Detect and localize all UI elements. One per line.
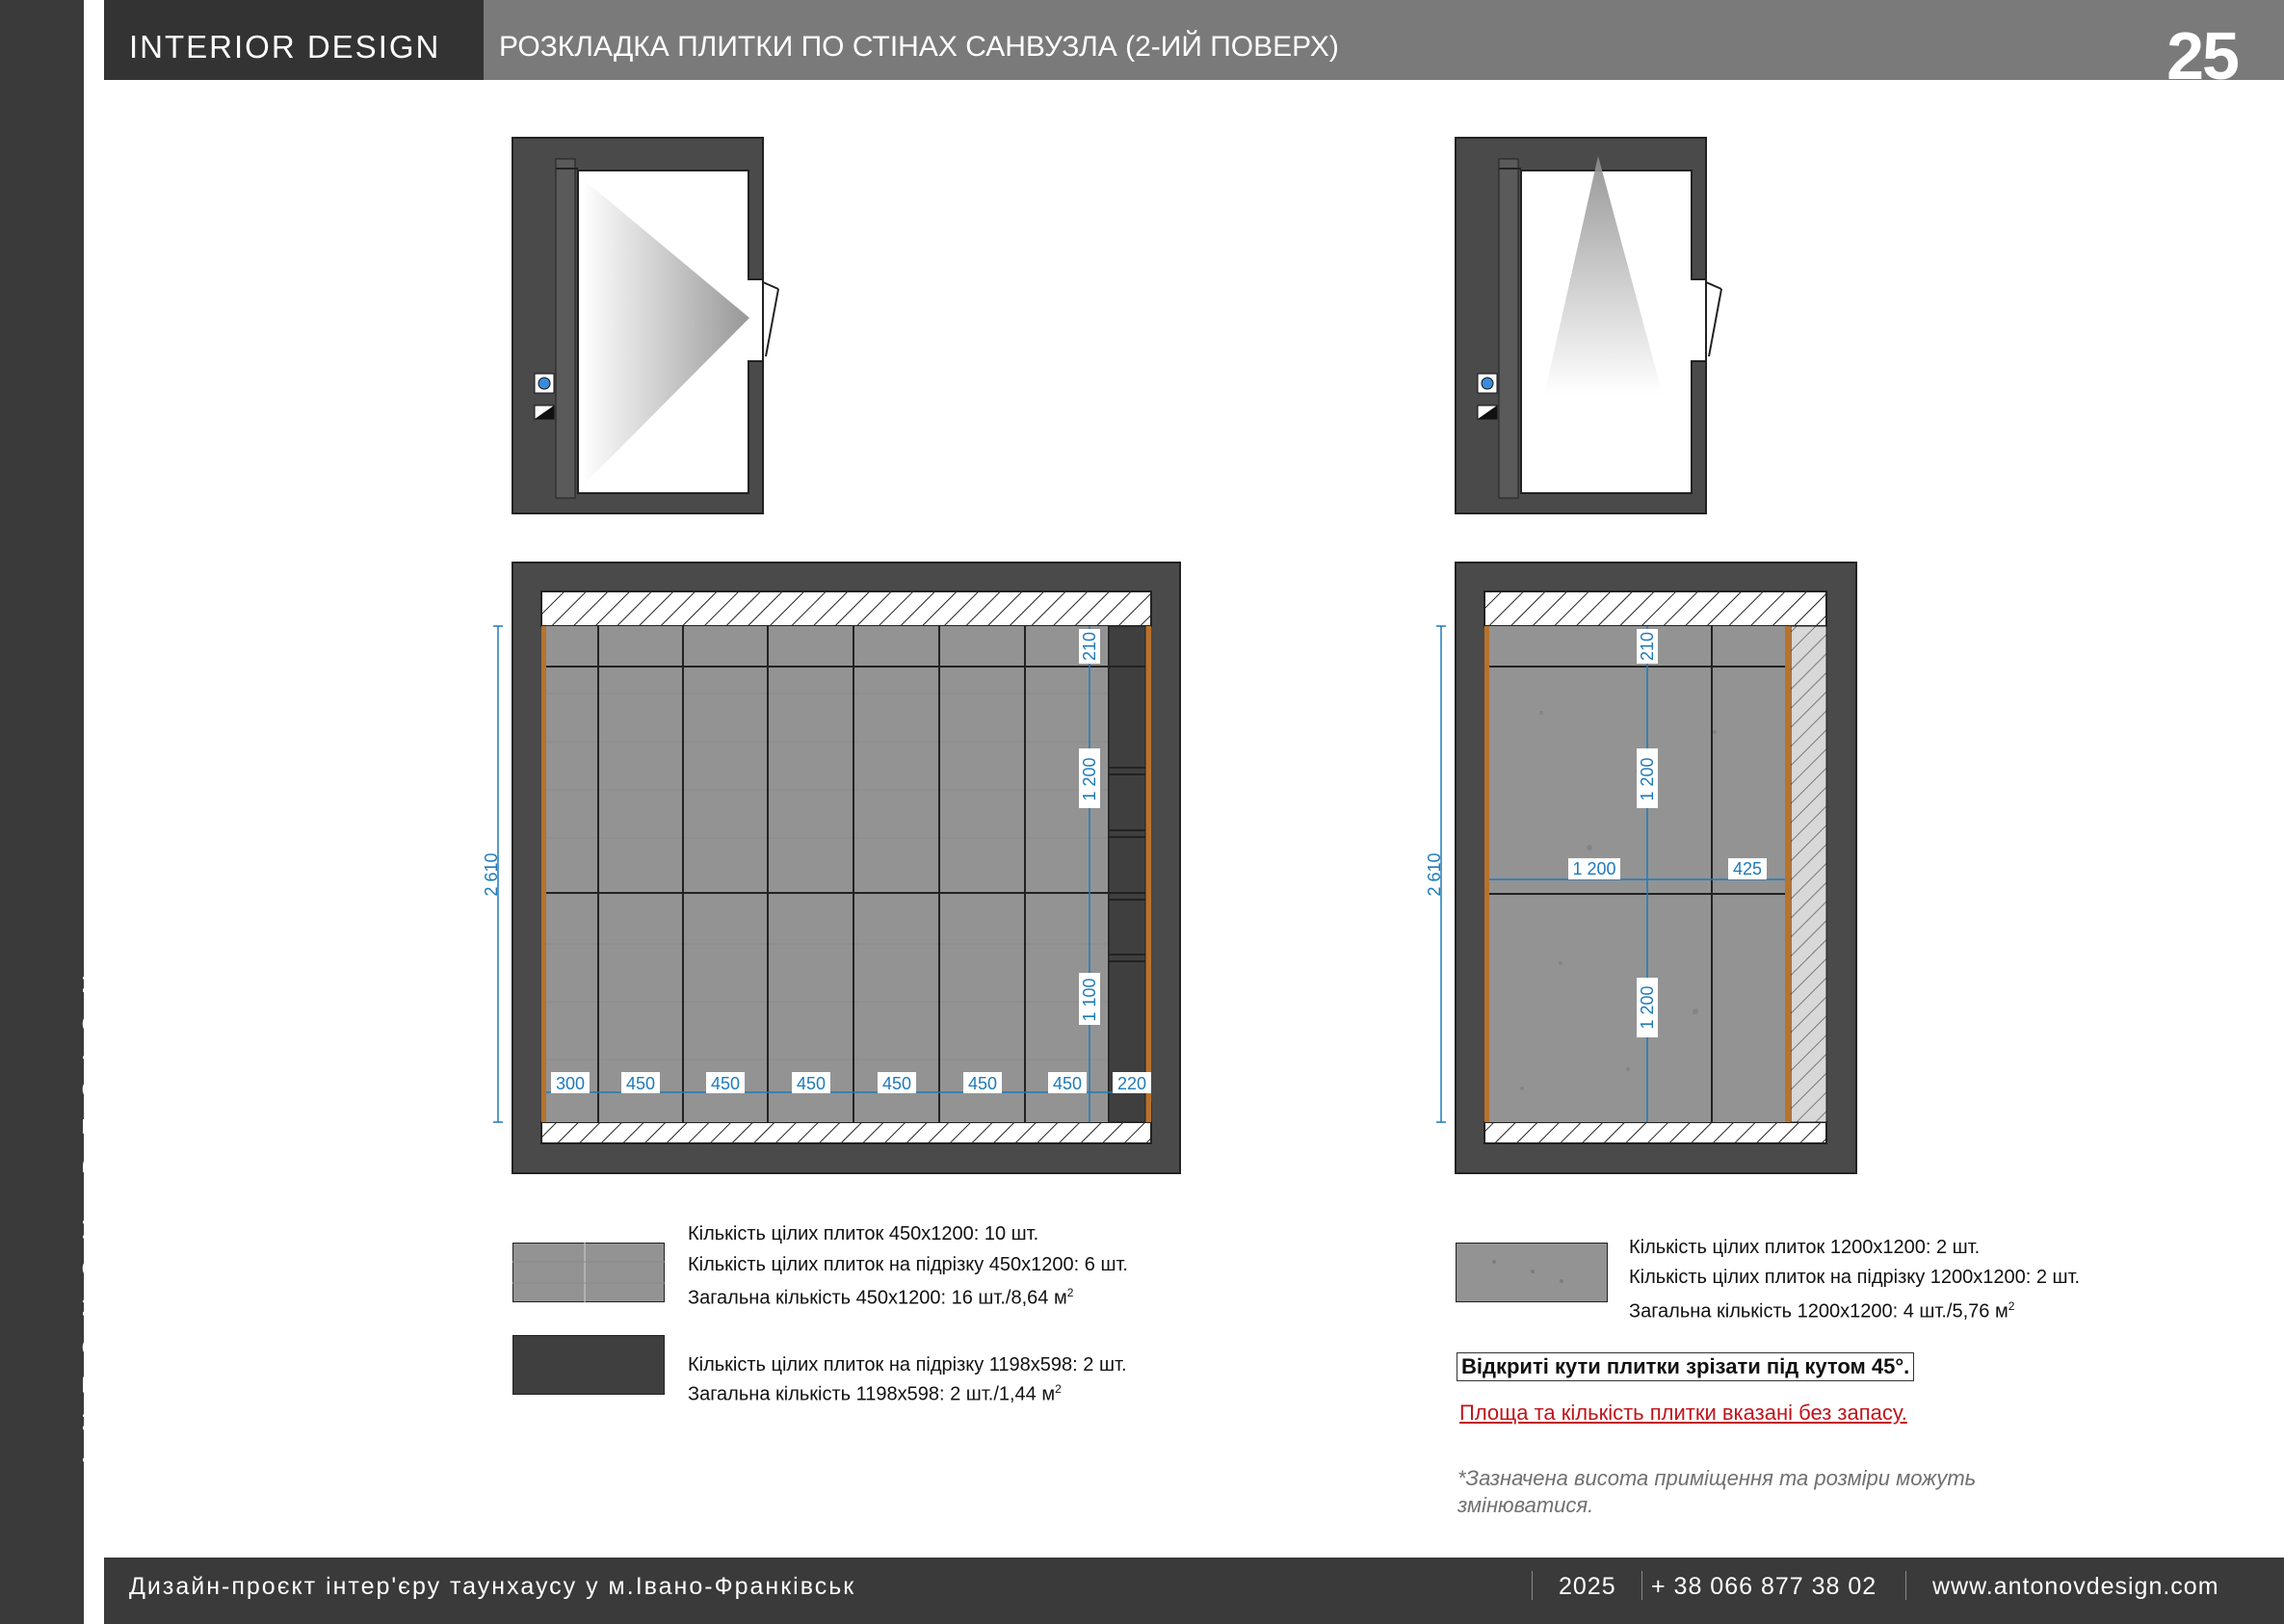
right-hdim-425: 425 — [1732, 859, 1763, 878]
legend-left-line4: Кількість цілих плиток на підрізку 1198х598: 2 шт. — [688, 1354, 1127, 1375]
left-hdim-1: 300 — [555, 1074, 586, 1093]
page-number: 25 — [2166, 18, 2238, 93]
legend-right-line2: Кількість цілих плиток на підрізку 1200х1200: 2 шт. — [1629, 1267, 2081, 1288]
right-vdim-1200-bottom: 1 200 — [1638, 985, 1657, 1030]
footer-divider — [1641, 1571, 1642, 1600]
left-vdim-210: 210 — [1080, 631, 1099, 662]
footer-bar — [104, 1558, 2284, 1624]
right-hdim-1200: 1 200 — [1572, 859, 1616, 878]
plan-left — [512, 138, 778, 513]
left-hdim-2: 450 — [625, 1074, 656, 1093]
left-hdim-3: 450 — [710, 1074, 741, 1093]
left-vdim-1200: 1 200 — [1080, 757, 1099, 801]
left-hdim-5: 450 — [881, 1074, 912, 1093]
legend-right-total: Загальна кількість 1200х1200: 4 шт./5,76 м — [1629, 1300, 2008, 1323]
footer-phone[interactable]: + 38 066 877 38 02 — [1651, 1573, 1877, 1600]
legend-left-sup: 2 — [1066, 1286, 1074, 1299]
footer-divider — [1905, 1571, 1906, 1600]
legend-left-dark-total: Загальна кількість 1198х598: 2 шт./1,44 м — [688, 1383, 1056, 1405]
disclaimer-note: *Зазначена висота приміщення та розміри можуть змінюватися. — [1457, 1466, 1977, 1517]
legend-left-line5 — [688, 1375, 1062, 1409]
legend-left-line1: Кількість цілих плиток 450х1200: 10 шт. — [688, 1223, 1039, 1244]
legend-left-dark-sup: 2 — [1055, 1382, 1062, 1396]
footer-website-link[interactable]: www.antonovdesign.com — [1932, 1573, 2219, 1600]
sidebar-brand-text: ANTONOV DESIGN — [77, 955, 107, 1469]
page-title: РОЗКЛАДКА ПЛИТКИ ПО СТІНАХ САНВУЗЛА (2-ИЙ ПОВЕРХ) — [499, 31, 1339, 63]
left-hdim-4: 450 — [796, 1074, 827, 1093]
left-hdim-6: 450 — [967, 1074, 998, 1093]
header-brand: INTERIOR DESIGN — [104, 0, 484, 80]
left-hdim-7: 450 — [1052, 1074, 1083, 1093]
left-height-dim: 2 610 — [482, 852, 501, 897]
legend-left-line2: Кількість цілих плиток на підрізку 450х1200: 6 шт. — [688, 1254, 1128, 1275]
no-stock-note: Площа та кількість плитки вказані без запасу. — [1459, 1401, 1907, 1425]
right-height-dim: 2 610 — [1425, 852, 1444, 897]
footer-year: 2025 — [1559, 1573, 1616, 1600]
legend-left-line3 — [688, 1278, 1073, 1313]
footer-divider — [1532, 1571, 1533, 1600]
legend-right-sup: 2 — [2008, 1299, 2015, 1313]
legend-right-line1: Кількість цілих плиток 1200х1200: 2 шт. — [1629, 1237, 1981, 1258]
left-vdim-1100: 1 100 — [1080, 978, 1099, 1022]
swatch-tile-450x1200 — [512, 1243, 665, 1302]
legend-left-total: Загальна кількість 450х1200: 16 шт./8,64 м — [688, 1287, 1067, 1309]
right-vdim-210: 210 — [1638, 631, 1657, 662]
left-hdim-8: 220 — [1116, 1074, 1147, 1093]
cut-angle-note: Відкриті кути плитки зрізати під кутом 45°. — [1457, 1352, 1914, 1381]
swatch-tile-1200x1200 — [1456, 1243, 1608, 1302]
footer-project: Дизайн-проєкт інтер'єру таунхаусу у м.Івано-Франківськ — [129, 1573, 856, 1600]
plan-right — [1456, 138, 1721, 513]
swatch-tile-1198x598 — [512, 1335, 665, 1395]
right-vdim-1200-top: 1 200 — [1638, 757, 1657, 801]
legend-right-line3 — [1629, 1292, 2014, 1326]
